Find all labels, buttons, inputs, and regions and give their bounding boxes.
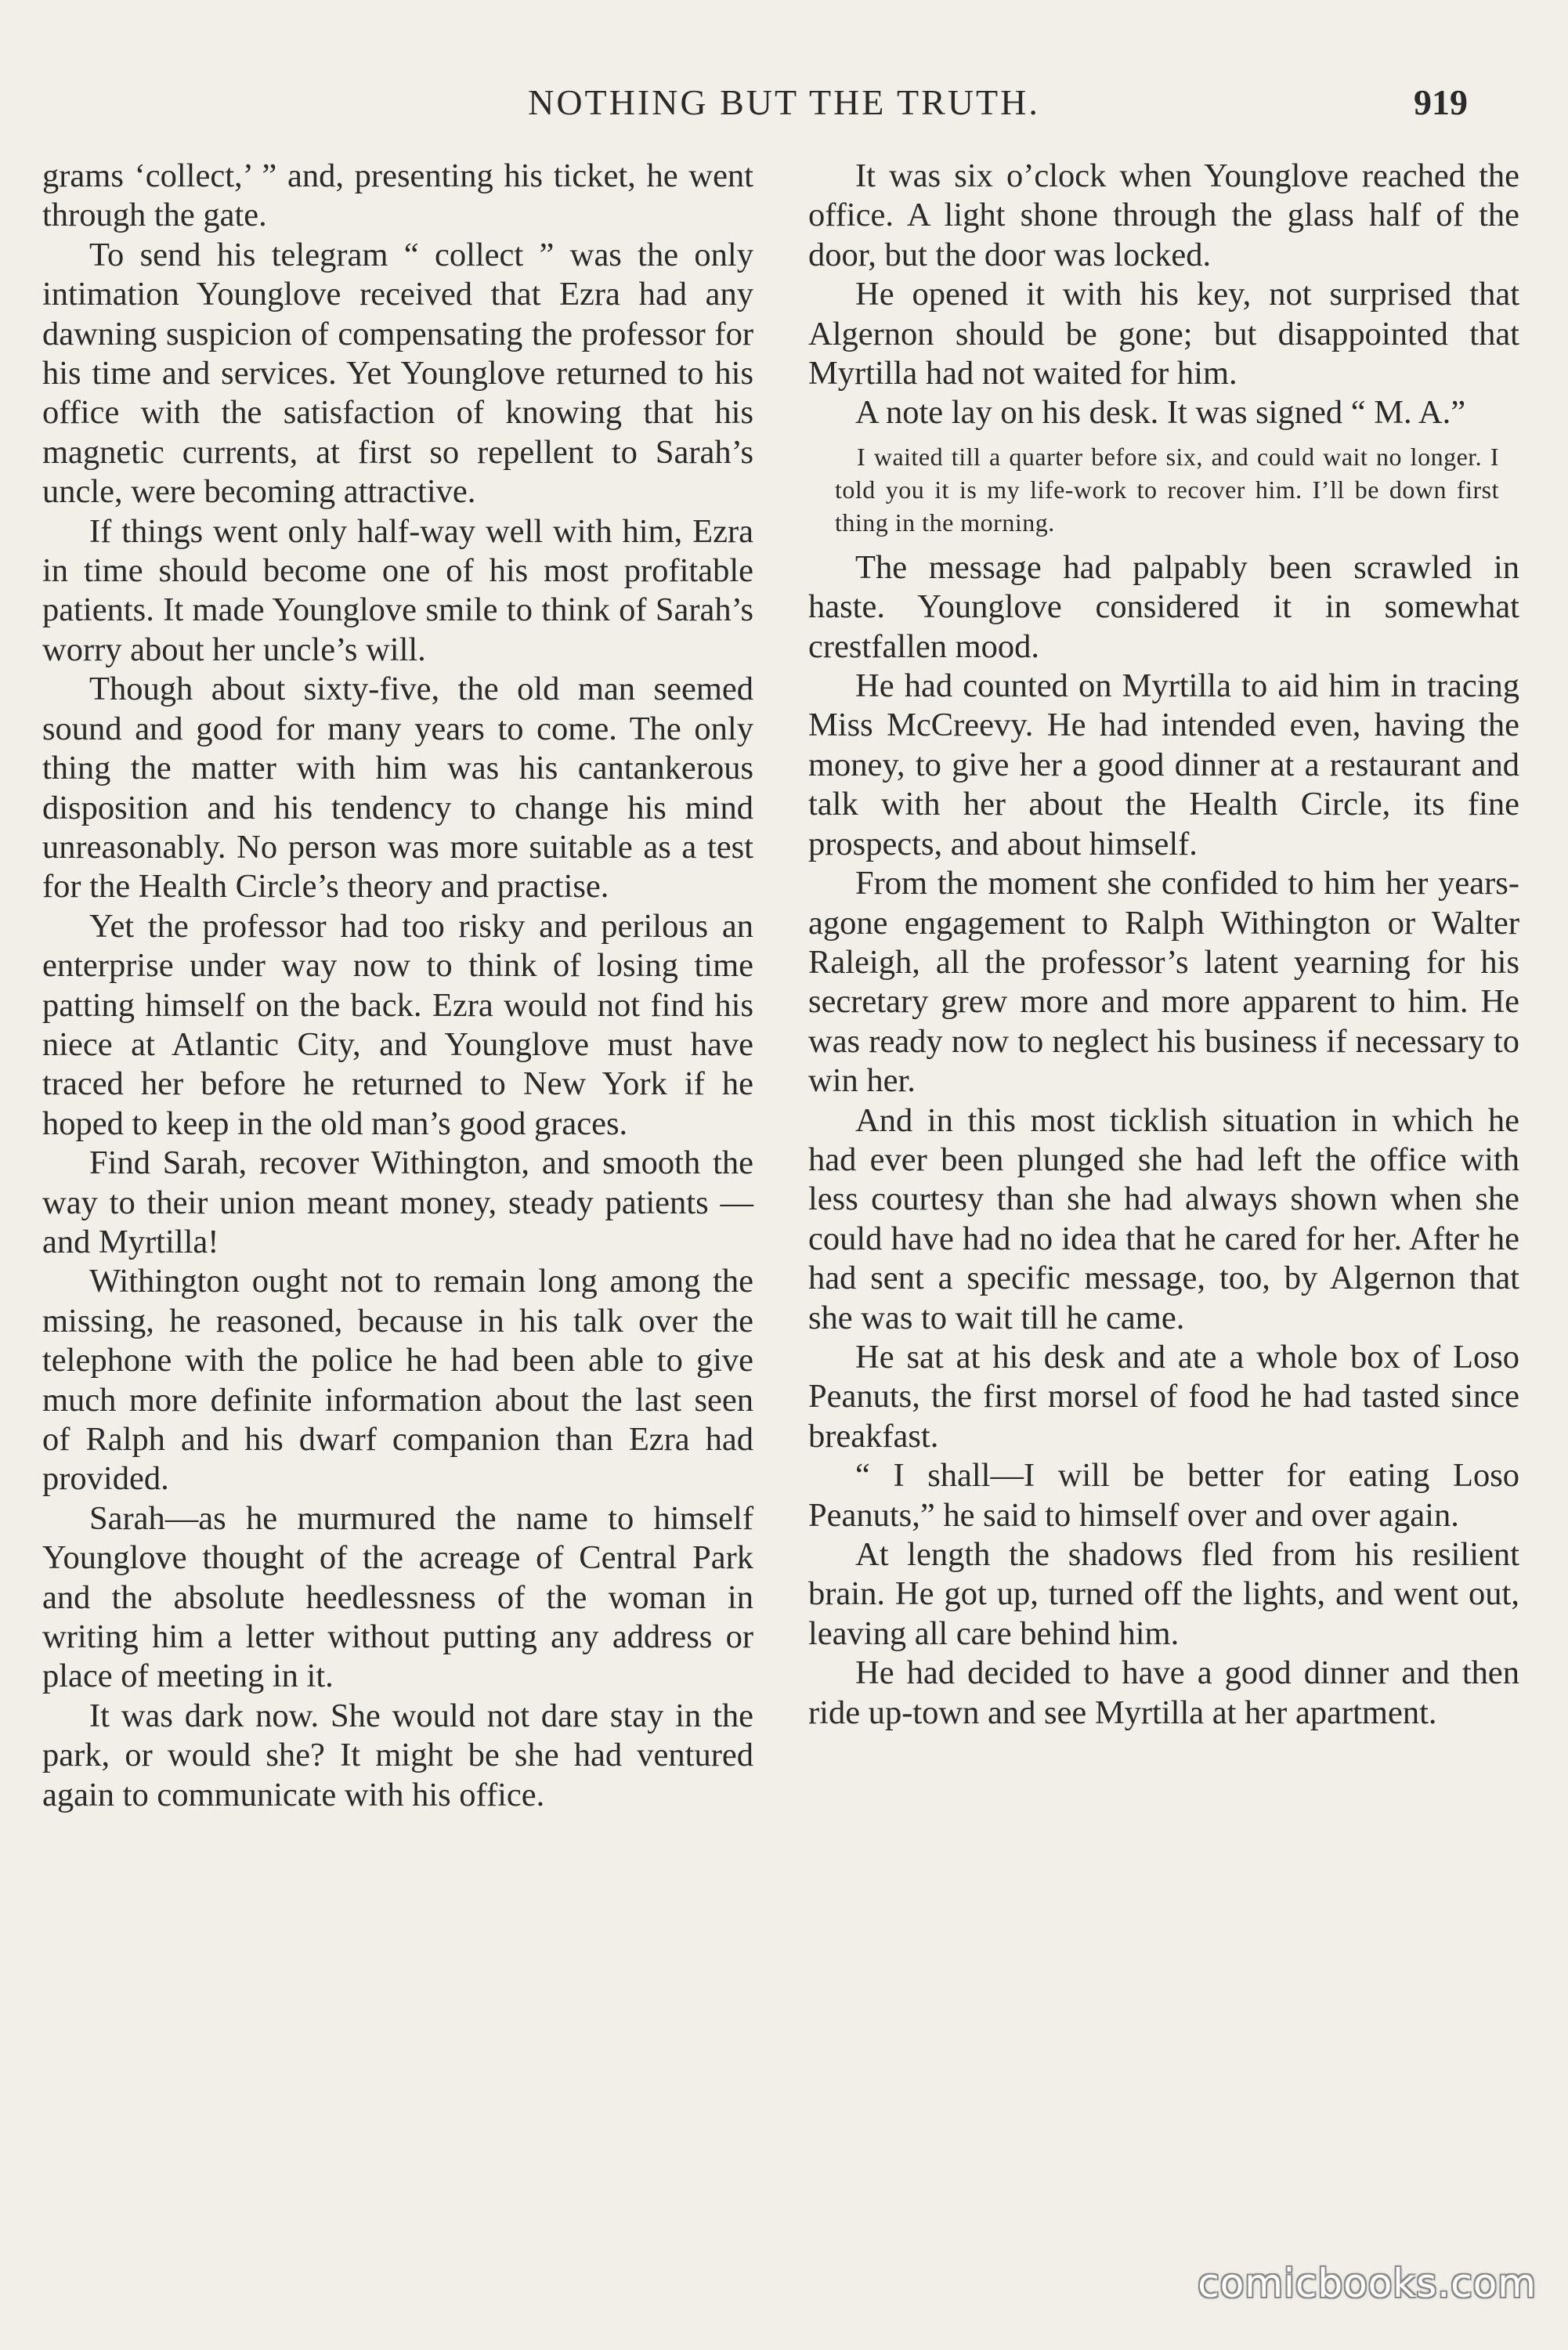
paragraph: Withington ought not to remain long among the missing, he reasoned, because in his talk over the telephone with the police he had been able to give much more definite information about the last seen of Ralph and his dwarf companion than Ezra had provided.: [42, 1263, 753, 1498]
paragraph: If things went only half-way well with him, Ezra in time should become one of his most profitable patients. It made Younglove smile to think of Sarah’s worry about her uncle’s will.: [42, 512, 753, 668]
paragraph: He sat at his desk and ate a whole box of Loso Peanuts, the first morsel of food he had tasted since breakfast.: [808, 1338, 1519, 1455]
paragraph: He had decided to have a good dinner and then ride up-town and see Myrtilla at her apartment.: [808, 1654, 1519, 1731]
right-column: [808, 157, 1519, 1733]
page-header: [0, 75, 1568, 130]
paragraph: He had counted on Myrtilla to aid him in tracing Miss McCreevy. He had intended even, having the money, to give her a good dinner at a restaurant and talk with her about the Health Circle, its fine prospects, and about himself.: [808, 667, 1519, 862]
left-column: [42, 157, 753, 1815]
paragraph: grams ‘collect,’ ” and, presenting his ticket, he went through the gate.: [42, 157, 753, 234]
paragraph: It was six o’clock when Younglove reached the office. A light shone through the glass half of the door, but the door was locked.: [808, 157, 1519, 273]
page-number: 919: [1414, 82, 1468, 122]
source-watermark: comicbooks.com: [1198, 2261, 1537, 2306]
paragraph: “ I shall—I will be better for eating Loso Peanuts,” he said to himself over and over again.: [808, 1457, 1519, 1534]
paragraph: Sarah—as he murmured the name to himself Younglove thought of the acreage of Central Park and the absolute heedlessness of the woman in writing him a letter without putting any address or place of meeting in it.: [42, 1499, 753, 1695]
paragraph: From the moment she confided to him her years-agone engagement to Ralph Withington or Walter Raleigh, all the professor’s latent yearning for his secretary grew more and more apparent to him. He was ready now to neglect his business if necessary to win her.: [808, 865, 1519, 1100]
paragraph: It was dark now. She would not dare stay in the park, or would she? It might be she had ventured again to communicate with his office.: [42, 1697, 753, 1813]
paragraph: Find Sarah, recover Withington, and smooth the way to their union meant money, steady patients — and Myrtilla!: [42, 1144, 753, 1260]
quoted-note: I waited till a quarter before six, and could wait no longer. I told you it is my life-work to recover him. I’ll be down first thing in the morning.: [835, 442, 1499, 537]
paragraph: Yet the professor had too risky and perilous an enterprise under way now to think of losing time patting himself on the back. Ezra would not find his niece at Atlantic City, and Younglove must have traced her before he returned to New York if he hoped to keep in the old man’s good graces.: [42, 907, 753, 1142]
running-title: NOTHING BUT THE TRUTH.: [528, 82, 1040, 122]
paragraph: A note lay on his desk. It was signed “ M. A.”: [855, 394, 1466, 432]
paragraph: Though about sixty-five, the old man seemed sound and good for many years to come. The only thing the matter with him was his cantankerous disposition and his tendency to change his mind unreasonably. No person was more suitable as a test for the Health Circle’s theory and practise.: [42, 671, 753, 906]
paragraph: At length the shadows fled from his resilient brain. He got up, turned off the lights, and went out, leaving all care behind him.: [808, 1536, 1519, 1652]
paragraph: He opened it with his key, not surprised that Algernon should be gone; but disappointed that Myrtilla had not waited for him.: [808, 276, 1519, 392]
paragraph: To send his telegram “ collect ” was the only intimation Younglove received that Ezra had any dawning suspicion of compensating the professor for his time and services. Yet Younglove returned to his office with the satisfaction of knowing that his magnetic currents, at first so repellent to Sarah’s uncle, were becoming attractive.: [42, 236, 753, 511]
paragraph: And in this most ticklish situation in which he had ever been plunged she had left the office with less courtesy than she had always shown when she could have had no idea that he cared for her. After he had sent a specific message, too, by Algernon that she was to wait till he came.: [808, 1101, 1519, 1336]
paragraph: The message had palpably been scrawled in haste. Younglove considered it in somewhat crestfallen mood.: [808, 548, 1519, 665]
